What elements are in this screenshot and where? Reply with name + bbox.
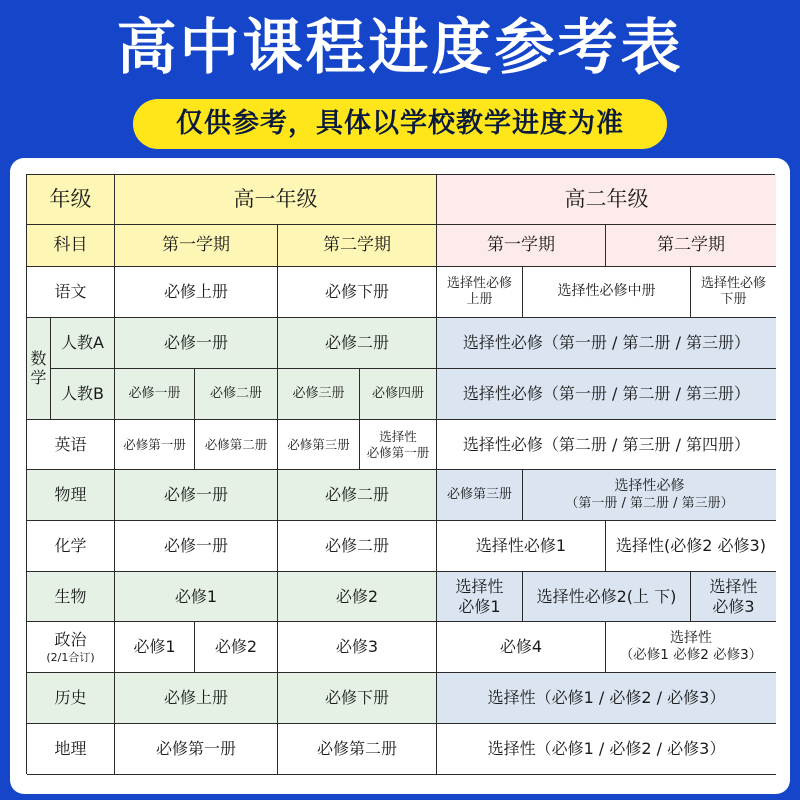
geography-g1t1: 必修第一册 bbox=[115, 724, 278, 775]
english-c3: 必修第三册 bbox=[278, 420, 360, 470]
chinese-g2-a bbox=[437, 267, 523, 318]
subject-math bbox=[27, 318, 51, 420]
politics-g2t2-line1: 选择性 bbox=[670, 629, 712, 646]
math-version-b: 人教B bbox=[51, 369, 115, 420]
page-title: 高中课程进度参考表 bbox=[116, 13, 684, 83]
math-a-g1t1: 必修一册 bbox=[115, 318, 278, 369]
g2-term2-header: 第二学期 bbox=[606, 225, 776, 267]
politics-subject-label: 政治 bbox=[54, 629, 87, 649]
physics-g1t2: 必修二册 bbox=[278, 470, 437, 521]
politics-c2: 必修2 bbox=[195, 622, 278, 673]
politics-g2t2 bbox=[606, 622, 776, 673]
geography-g1t2: 必修第二册 bbox=[278, 724, 437, 775]
subject-politics bbox=[27, 622, 115, 673]
physics-g1t1: 必修一册 bbox=[115, 470, 278, 521]
physics-g2-b-line2: （第一册 / 第二册 / 第三册） bbox=[565, 495, 734, 511]
english-c4-line1: 选择性 bbox=[379, 428, 417, 444]
english-g2: 选择性必修（第二册 / 第三册 / 第四册） bbox=[437, 420, 776, 470]
chinese-g2-a-line2: 上册 bbox=[466, 292, 493, 307]
history-g2: 选择性（必修1 / 必修2 / 必修3） bbox=[437, 673, 776, 724]
subject-label-cell: 科目 bbox=[27, 225, 115, 267]
chinese-g2-c-line2: 下册 bbox=[720, 292, 747, 307]
biology-g1t2: 必修2 bbox=[278, 572, 437, 622]
history-g1t1: 必修上册 bbox=[115, 673, 278, 724]
politics-note: (2/1合订) bbox=[46, 650, 95, 664]
biology-g2-a bbox=[437, 572, 523, 622]
subject-chemistry: 化学 bbox=[27, 521, 115, 572]
grade2-header: 高二年级 bbox=[437, 175, 776, 225]
history-g1t2: 必修下册 bbox=[278, 673, 437, 724]
subject-biology: 生物 bbox=[27, 572, 115, 622]
subject-physics: 物理 bbox=[27, 470, 115, 521]
chinese-g2-c-line1: 选择性必修 bbox=[700, 275, 766, 291]
chinese-g2-b: 选择性必修中册 bbox=[523, 267, 691, 318]
subtitle-banner: 仅供参考，具体以学校教学进度为准 bbox=[133, 99, 667, 149]
english-c2: 必修第二册 bbox=[195, 420, 278, 470]
english-c1: 必修第一册 bbox=[115, 420, 195, 470]
chinese-g2-a-line1: 选择性必修 bbox=[446, 275, 512, 291]
biology-g2-c-line2: 必修3 bbox=[712, 596, 755, 616]
biology-g1t1: 必修1 bbox=[115, 572, 278, 622]
subject-chinese: 语文 bbox=[27, 267, 115, 318]
subject-english: 英语 bbox=[27, 420, 115, 470]
g2-term1-header: 第一学期 bbox=[437, 225, 606, 267]
math-b-c1: 必修一册 bbox=[115, 369, 195, 420]
math-a-g1t2: 必修二册 bbox=[278, 318, 437, 369]
grade-label-cell: 年级 bbox=[27, 175, 115, 225]
physics-g2-b bbox=[523, 470, 776, 521]
course-progress-table bbox=[26, 174, 775, 774]
math-b-c2: 必修二册 bbox=[195, 369, 278, 420]
politics-g1t2: 必修3 bbox=[278, 622, 437, 673]
subject-history: 历史 bbox=[27, 673, 115, 724]
politics-c1: 必修1 bbox=[115, 622, 195, 673]
chemistry-g2t2: 选择性(必修2 必修3) bbox=[606, 521, 776, 572]
biology-g2-a-line1: 选择性 bbox=[455, 576, 504, 596]
chemistry-g2t1: 选择性必修1 bbox=[437, 521, 606, 572]
math-char2: 学 bbox=[30, 367, 47, 387]
physics-g2-a: 必修第三册 bbox=[437, 470, 523, 521]
biology-g2-c bbox=[691, 572, 776, 622]
english-c4 bbox=[360, 420, 437, 470]
chemistry-g1t2: 必修二册 bbox=[278, 521, 437, 572]
biology-g2-c-line1: 选择性 bbox=[709, 576, 758, 596]
math-b-c3: 必修三册 bbox=[278, 369, 360, 420]
physics-g2-b-line1: 选择性必修 bbox=[614, 478, 685, 495]
grade1-header: 高一年级 bbox=[115, 175, 437, 225]
chemistry-g1t1: 必修一册 bbox=[115, 521, 278, 572]
math-b-g2: 选择性必修（第一册 / 第二册 / 第三册） bbox=[437, 369, 776, 420]
math-char1: 数 bbox=[30, 349, 47, 369]
math-a-g2: 选择性必修（第一册 / 第二册 / 第三册） bbox=[437, 318, 776, 369]
math-b-c4: 必修四册 bbox=[360, 369, 437, 420]
english-c4-line2: 必修第一册 bbox=[366, 444, 430, 460]
geography-g2: 选择性（必修1 / 必修2 / 必修3） bbox=[437, 724, 776, 775]
chinese-g1t2: 必修下册 bbox=[278, 267, 437, 318]
politics-g2t2-line2: （必修1 必修2 必修3） bbox=[619, 647, 763, 664]
chinese-g1t1: 必修上册 bbox=[115, 267, 278, 318]
chinese-g2-c bbox=[691, 267, 776, 318]
g1-term2-header: 第二学期 bbox=[278, 225, 437, 267]
subject-geography: 地理 bbox=[27, 724, 115, 775]
math-version-a: 人教A bbox=[51, 318, 115, 369]
biology-g2-a-line2: 必修1 bbox=[458, 596, 501, 616]
g1-term1-header: 第一学期 bbox=[115, 225, 278, 267]
politics-g2t1: 必修4 bbox=[437, 622, 606, 673]
biology-g2-b: 选择性必修2(上 下) bbox=[523, 572, 691, 622]
